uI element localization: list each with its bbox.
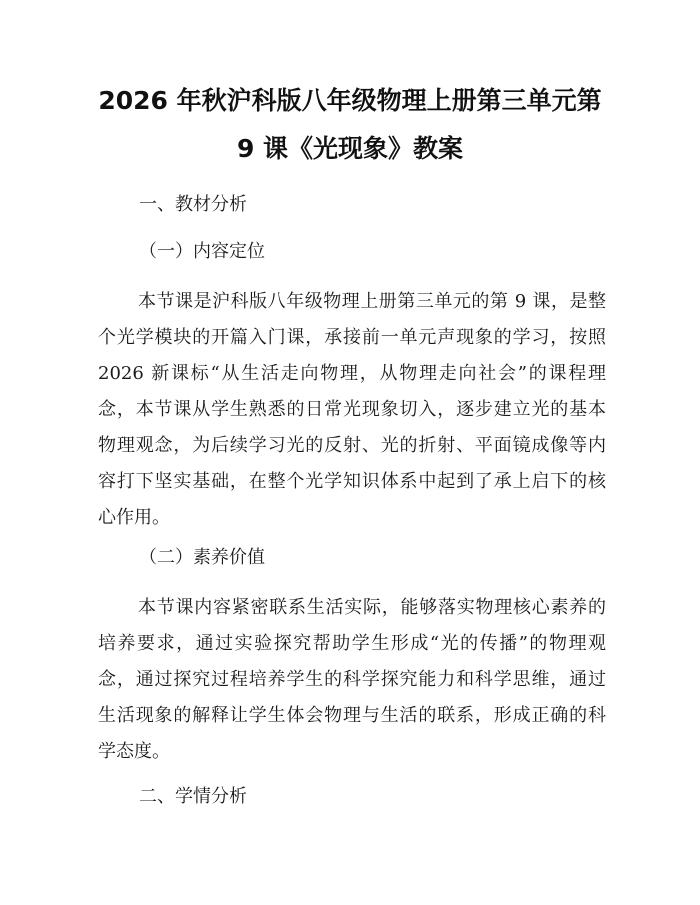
subsection-heading-literacy-value: （二）素养价值 <box>139 547 265 568</box>
paragraph-line: 2026 新课标“从生活走向物理，从物理走向社会”的课程理 <box>98 363 606 384</box>
paragraph-line: 心作用。 <box>98 507 170 528</box>
paragraph-line: 本节课是沪科版八年级物理上册第三单元的第 9 课，是整 <box>138 291 606 312</box>
subsection-heading-content-positioning: （一）内容定位 <box>139 241 265 262</box>
paragraph-line: 物理观念，为后续学习光的反射、光的折射、平面镜成像等内 <box>98 435 606 456</box>
section-heading-teaching-material: 一、教材分析 <box>139 194 247 215</box>
paragraph-line: 学态度。 <box>98 741 170 762</box>
document-title-line-2: 9 课《光现象》教案 <box>236 134 464 163</box>
paragraph-line: 培养要求，通过实验探究帮助学生形成“光的传播”的物理观 <box>98 633 606 654</box>
paragraph-line: 容打下坚实基础，在整个光学知识体系中起到了承上启下的核 <box>98 471 606 492</box>
paragraph-line: 念，本节课从学生熟悉的日常光现象切入，逐步建立光的基本 <box>98 399 606 420</box>
paragraph-content-positioning <box>98 284 606 536</box>
paragraph-literacy-value <box>98 590 606 770</box>
document-title-line-1: 2026 年秋沪科版八年级物理上册第三单元第 <box>98 86 602 115</box>
paragraph-line: 本节课内容紧密联系生活实际，能够落实物理核心素养的 <box>138 597 606 618</box>
paragraph-line: 念，通过探究过程培养学生的科学探究能力和科学思维，通过 <box>98 669 606 690</box>
section-heading-learner-analysis: 二、学情分析 <box>139 786 247 807</box>
paragraph-line: 生活现象的解释让学生体会物理与生活的联系，形成正确的科 <box>98 705 606 726</box>
paragraph-line: 个光学模块的开篇入门课，承接前一单元声现象的学习，按照 <box>98 327 606 348</box>
